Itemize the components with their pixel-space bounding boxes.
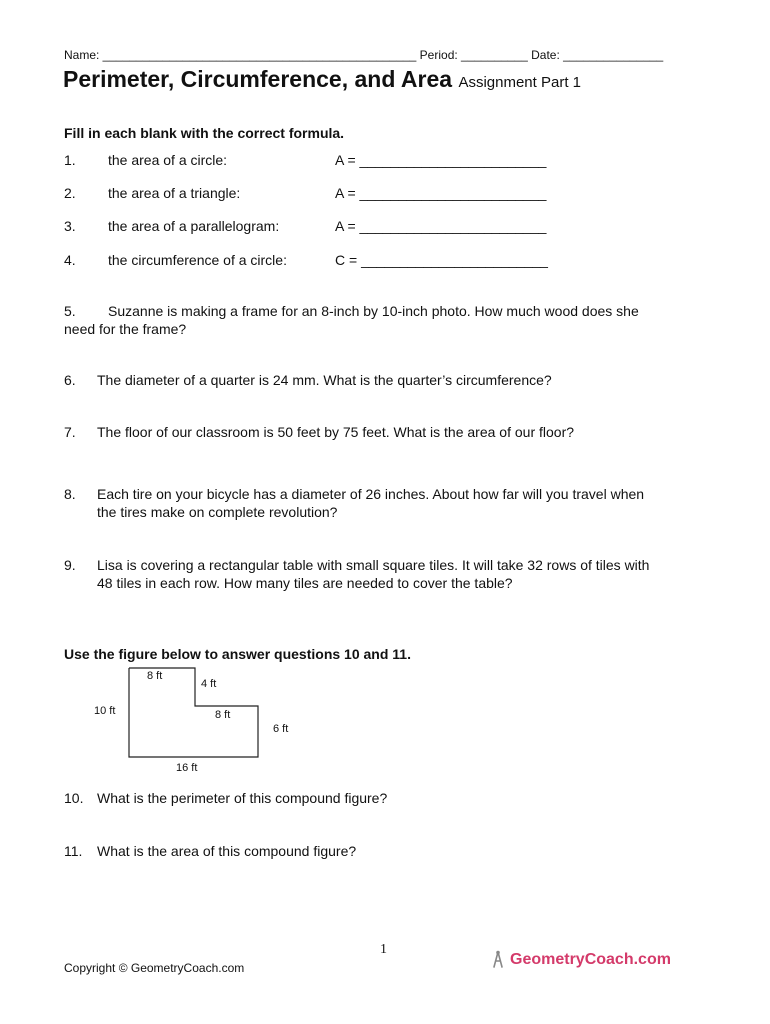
formula-blank: A = ________________________ [335,152,547,168]
item-label: the area of a circle: [108,152,228,168]
question-text: the tires make on complete revolution? [97,504,338,520]
question-number: 9. [64,557,76,573]
formula-blank: A = ________________________ [335,185,547,201]
title-main: Perimeter, Circumference, and Area [63,66,453,92]
question-number: 7. [64,424,76,440]
question-number: 11. [64,843,83,859]
item-number: 1. [64,152,76,168]
question-text: Lisa is covering a rectangular table with small square tiles. It will take 32 rows of tiles with [97,557,650,573]
section1-heading: Fill in each blank with the correct formula. [64,125,345,141]
question-text: The diameter of a quarter is 24 mm. What is the quarter’s circumference? [97,372,552,388]
item-label: the area of a parallelogram: [108,218,280,234]
name-period-date-line: Name: _______________________________________________ Period: __________ Date: _______________ [64,48,664,62]
label-top: 8 ft [147,670,163,682]
page-number: 1 [380,942,387,957]
compass-icon [488,950,508,970]
item-label: the area of a triangle: [108,185,241,201]
geometrycoach-logo [488,950,671,970]
formula-blank: C = ________________________ [335,252,548,268]
title-sub: Assignment Part 1 [458,74,581,91]
question-text: 48 tiles in each row. How many tiles are needed to cover the table? [97,575,513,591]
question-text: Suzanne is making a frame for an 8-inch by 10-inch photo. How much wood does she [108,303,639,319]
label-right: 6 ft [273,723,289,735]
question-text: What is the area of this compound figure? [97,843,357,859]
label-left: 10 ft [94,705,116,717]
question-number: 5. [64,303,76,319]
logo-text: GeometryCoach.com [510,951,671,968]
label-notch-side: 4 ft [201,678,217,690]
question-number: 8. [64,486,76,502]
item-label: the circumference of a circle: [108,252,287,268]
label-notch-bottom: 8 ft [215,709,231,721]
copyright: Copyright © GeometryCoach.com [64,961,245,975]
formula-blank: A = ________________________ [335,218,547,234]
section2-heading: Use the figure below to answer questions 10 and 11. [64,646,411,662]
question-text: need for the frame? [64,321,187,337]
question-text: Each tire on your bicycle has a diameter of 26 inches. About how far will you travel when [97,486,645,502]
item-number: 4. [64,252,76,268]
question-text: The floor of our classroom is 50 feet by 75 feet. What is the area of our floor? [97,424,575,440]
item-number: 3. [64,218,76,234]
label-bottom: 16 ft [176,762,198,774]
question-text: What is the perimeter of this compound figure? [97,790,388,806]
item-number: 2. [64,185,76,201]
question-number: 10. [64,790,84,806]
question-number: 6. [64,372,76,388]
